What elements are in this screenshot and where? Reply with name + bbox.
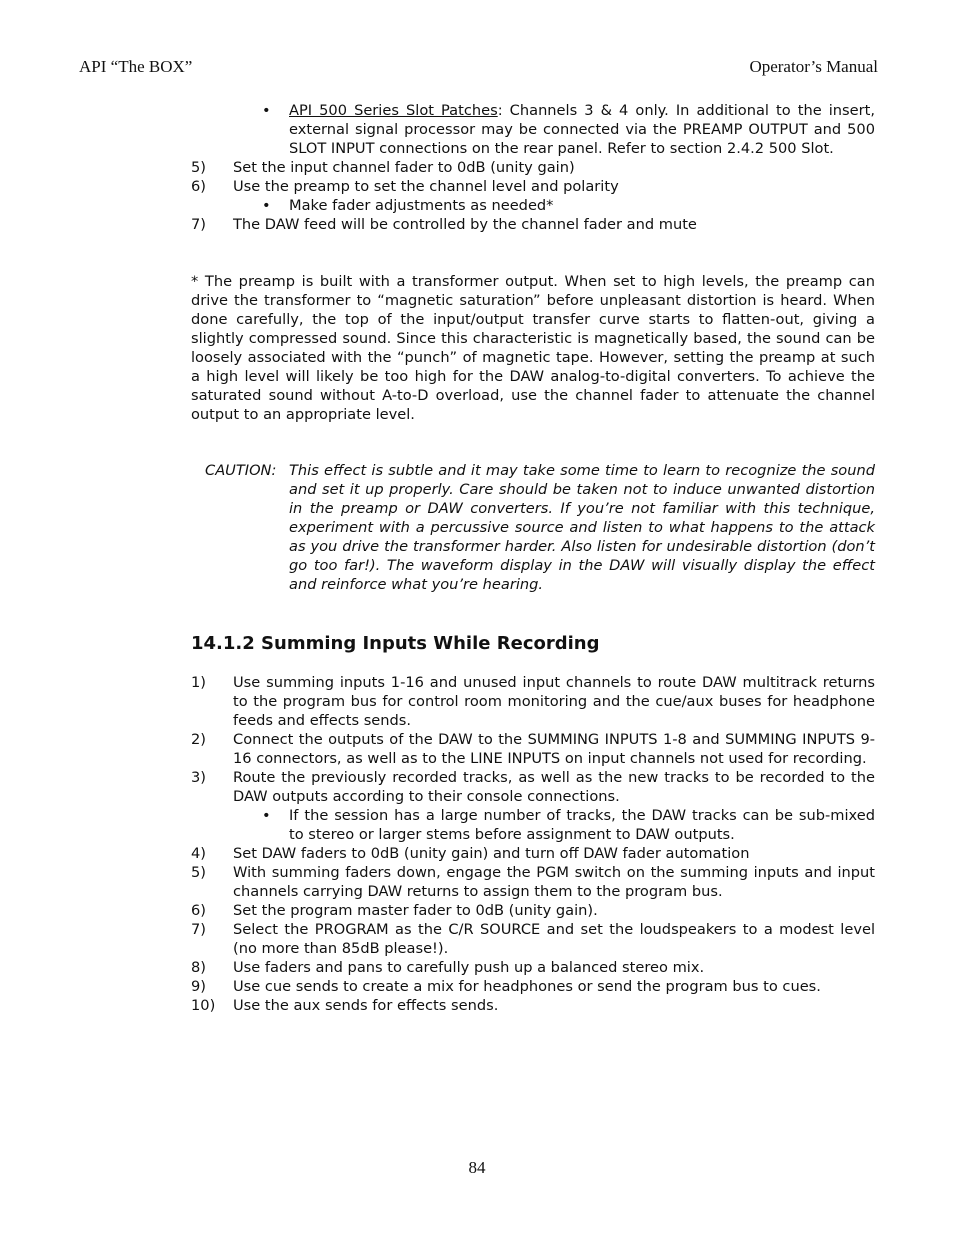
bullet-submix xyxy=(262,806,875,844)
item-number: 1) xyxy=(191,674,206,691)
bullet-text: Make fader adjustments as needed* xyxy=(289,197,554,214)
caution-text: This effect is subtle and it may take some time to learn to recognize the sound and set it up properly. Care should be taken not to induce unwanted distortion in the preamp or DAW converters. If you’re not familiar with this technique, experiment with a percussive source and listen to what happens to the attack as you drive the transformer harder. Also listen for undesirable distortion (don’t go too far!). The waveform display in the DAW will visually display the effect and reinforce what you’re hearing. xyxy=(289,462,875,593)
slot-patches-link: API 500 Series Slot Patches xyxy=(289,102,498,119)
item-text: Use the aux sends for effects sends. xyxy=(233,997,499,1014)
item-number: 4) xyxy=(191,845,206,862)
caution-block xyxy=(191,461,875,594)
caution xyxy=(205,461,875,594)
bullet-dot-icon: • xyxy=(262,807,271,824)
item-number: 10) xyxy=(191,997,216,1014)
note-paragraph: * The preamp is built with a transformer output. When set to high levels, the preamp can drive the transformer to “magnetic saturation” before unpleasant distortion is heard. When done carefully, the top of the input/output transfer curve starts to flatten-out, giving a slightly compressed sound. Since this characteristic is magnetically based, the sound can be loosely associated with the “punch” of magnetic tape. However, setting the preamp at such a high level will likely be too high for the DAW analog-to-digital converters. To achieve the saturated sound without A-to-D overload, use the channel fader to attenuate the channel output to an appropriate level. xyxy=(191,273,875,423)
item-number: 6) xyxy=(191,178,206,195)
list-item xyxy=(191,844,875,863)
item-text: Connect the outputs of the DAW to the SUMMING INPUTS 1-8 and SUMMING INPUTS 9-16 connectors, as well as to the LINE INPUTS on input channels not used for recording. xyxy=(233,731,875,767)
section-heading: 14.1.2 Summing Inputs While Recording xyxy=(191,633,600,654)
list-item xyxy=(191,768,875,806)
list-item xyxy=(191,996,875,1015)
item-text: Use summing inputs 1-16 and unused input channels to route DAW multitrack returns to the program bus for control room monitoring and the cue/aux buses for headphone feeds and effects sends. xyxy=(233,674,875,729)
bullet-fader-adjust xyxy=(262,196,875,215)
list-item xyxy=(191,863,875,901)
section-list xyxy=(191,673,875,1015)
item-number: 5) xyxy=(191,159,206,176)
item-number: 7) xyxy=(191,921,206,938)
item-number: 9) xyxy=(191,978,206,995)
list-item xyxy=(191,977,875,996)
item-text: Use faders and pans to carefully push up a balanced stereo mix. xyxy=(233,959,705,976)
section-heading-wrap xyxy=(191,632,875,656)
list-item xyxy=(191,215,875,234)
bullet-dot-icon: • xyxy=(262,102,271,119)
bullet-dot-icon: • xyxy=(262,197,271,214)
item-number: 3) xyxy=(191,769,206,786)
item-text: The DAW feed will be controlled by the channel fader and mute xyxy=(233,216,697,233)
list-item xyxy=(191,958,875,977)
preamp-note xyxy=(191,272,875,424)
bullet-slot-patches xyxy=(262,101,875,158)
top-list xyxy=(191,101,875,234)
item-number: 2) xyxy=(191,731,206,748)
list-item xyxy=(191,920,875,958)
item-text: Route the previously recorded tracks, as well as the new tracks to be recorded to the DAW outputs according to their console connections. xyxy=(233,769,875,805)
list-item xyxy=(191,158,875,177)
header-title: API “The BOX” xyxy=(79,57,193,76)
item-number: 7) xyxy=(191,216,206,233)
bullet-text: If the session has a large number of tracks, the DAW tracks can be sub-mixed to stereo or larger stems before assignment to DAW outputs. xyxy=(289,807,875,843)
slot-patches-text: : Channels 3 & 4 only. In additional to the insert, external signal processor may be connected via the PREAMP OUTPUT and 500 SLOT INPUT connections on the rear panel. Refer to section 2.4.2 500 Slot. xyxy=(289,102,875,157)
header-manual-name: Operator’s Manual xyxy=(749,57,878,76)
list-item xyxy=(191,730,875,768)
list-item xyxy=(191,673,875,730)
item-text: Use the preamp to set the channel level and polarity xyxy=(233,178,619,195)
item-text: Set the input channel fader to 0dB (unity gain) xyxy=(233,159,575,176)
caution-label: CAUTION: xyxy=(205,462,277,479)
item-text: With summing faders down, engage the PGM switch on the summing inputs and input channels carrying DAW returns to assign them to the program bus. xyxy=(233,864,875,900)
item-number: 5) xyxy=(191,864,206,881)
list-item xyxy=(191,177,875,196)
item-number: 6) xyxy=(191,902,206,919)
page-number: 84 xyxy=(468,1158,486,1177)
item-number: 8) xyxy=(191,959,206,976)
item-text: Set DAW faders to 0dB (unity gain) and turn off DAW fader automation xyxy=(233,845,750,862)
item-text: Select the PROGRAM as the C/R SOURCE and set the loudspeakers to a modest level (no more than 85dB please!). xyxy=(233,921,875,957)
list-item xyxy=(191,901,875,920)
item-text: Use cue sends to create a mix for headphones or send the program bus to cues. xyxy=(233,978,821,995)
item-text: Set the program master fader to 0dB (unity gain). xyxy=(233,902,598,919)
